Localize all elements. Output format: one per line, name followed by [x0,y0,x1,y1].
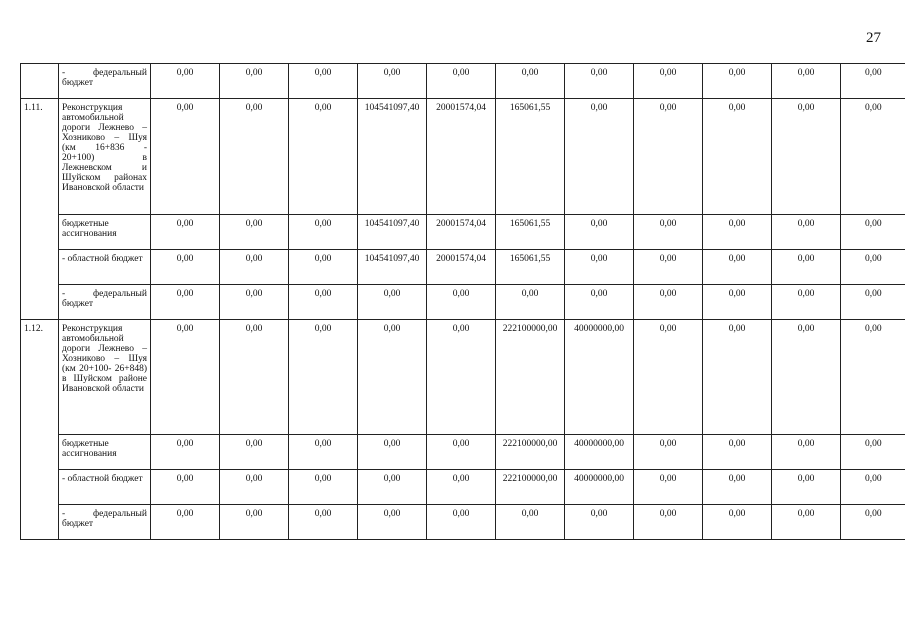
value-cell: 0,00 [151,64,220,99]
value-cell: 0,00 [772,64,841,99]
value-cell: 0,00 [841,99,905,215]
value-cell: 165061,55 [496,250,565,285]
value-cell: 0,00 [772,435,841,470]
value-cell: 0,00 [220,435,289,470]
row-label-cell: бюджетные ассигнования [59,215,151,250]
value-cell: 104541097,40 [358,99,427,215]
value-cell: 0,00 [565,64,634,99]
value-cell: 0,00 [220,320,289,435]
value-cell: 0,00 [289,250,358,285]
value-cell: 0,00 [703,285,772,320]
value-cell: 0,00 [703,215,772,250]
value-cell: 0,00 [565,285,634,320]
value-cell: 0,00 [358,505,427,540]
value-cell: 0,00 [565,99,634,215]
value-cell: 0,00 [703,505,772,540]
value-cell: 0,00 [565,215,634,250]
value-cell: 222100000,00 [496,470,565,505]
value-cell: 0,00 [841,320,905,435]
page-number: 27 [866,30,881,46]
value-cell: 40000000,00 [565,470,634,505]
value-cell: 0,00 [151,505,220,540]
value-cell: 0,00 [703,470,772,505]
value-cell: 0,00 [151,435,220,470]
value-cell: 0,00 [220,505,289,540]
row-label-cell: Реконструкция автомобильной дороги Лежнево – Хозниково – Шуя (км 16+836 - 20+100) в Лежневском и Шуйском районах Ивановской области [59,99,151,215]
row-number-cell: 1.12. [21,320,59,540]
value-cell: 0,00 [151,470,220,505]
value-cell: 0,00 [289,215,358,250]
table-body [21,64,905,540]
value-cell: 0,00 [289,435,358,470]
value-cell: 0,00 [772,470,841,505]
value-cell: 0,00 [634,470,703,505]
row-label-cell: - федеральный бюджет [59,505,151,540]
value-cell: 0,00 [358,285,427,320]
table-row [21,99,905,215]
value-cell: 0,00 [427,435,496,470]
value-cell: 0,00 [289,99,358,215]
budget-table [20,63,905,540]
value-cell: 0,00 [289,470,358,505]
value-cell: 165061,55 [496,99,565,215]
value-cell: 0,00 [151,215,220,250]
value-cell: 0,00 [634,320,703,435]
value-cell: 0,00 [772,99,841,215]
value-cell: 104541097,40 [358,215,427,250]
value-cell: 0,00 [289,505,358,540]
value-cell: 0,00 [841,64,905,99]
row-label-cell: бюджетные ассигнования [59,435,151,470]
value-cell: 0,00 [634,250,703,285]
value-cell: 0,00 [220,215,289,250]
table-row [21,320,905,435]
value-cell: 0,00 [220,250,289,285]
value-cell: 0,00 [358,435,427,470]
table-row [21,215,905,250]
row-number-cell: 1.11. [21,99,59,320]
table-row [21,285,905,320]
table-row [21,64,905,99]
value-cell: 40000000,00 [565,435,634,470]
value-cell: 20001574,04 [427,250,496,285]
value-cell: 0,00 [634,215,703,250]
value-cell: 0,00 [358,470,427,505]
value-cell: 0,00 [841,435,905,470]
value-cell: 0,00 [427,505,496,540]
value-cell: 222100000,00 [496,435,565,470]
value-cell: 0,00 [220,470,289,505]
value-cell: 0,00 [427,470,496,505]
value-cell: 0,00 [703,99,772,215]
value-cell: 0,00 [289,64,358,99]
value-cell: 0,00 [634,435,703,470]
value-cell: 0,00 [496,505,565,540]
value-cell: 0,00 [634,285,703,320]
value-cell: 0,00 [703,320,772,435]
row-label-cell: - федеральный бюджет [59,64,151,99]
value-cell: 0,00 [703,435,772,470]
value-cell: 0,00 [841,470,905,505]
value-cell: 0,00 [289,320,358,435]
row-label-cell: - федеральный бюджет [59,285,151,320]
value-cell: 0,00 [841,250,905,285]
value-cell: 0,00 [220,99,289,215]
row-label-cell: Реконструкция автомобильной дороги Лежнево – Хозниково – Шуя (км 20+100- 26+848) в Шуйском районе Ивановской области [59,320,151,435]
value-cell: 0,00 [496,64,565,99]
value-cell: 20001574,04 [427,99,496,215]
value-cell: 0,00 [220,285,289,320]
value-cell: 0,00 [565,505,634,540]
value-cell: 0,00 [772,320,841,435]
value-cell: 0,00 [772,505,841,540]
value-cell: 0,00 [220,64,289,99]
table-row [21,470,905,505]
value-cell: 0,00 [634,505,703,540]
value-cell: 20001574,04 [427,215,496,250]
table-row [21,250,905,285]
value-cell: 0,00 [634,64,703,99]
value-cell: 0,00 [151,250,220,285]
value-cell: 0,00 [565,250,634,285]
value-cell: 0,00 [772,250,841,285]
value-cell: 0,00 [841,285,905,320]
value-cell: 0,00 [703,250,772,285]
row-label-cell: - областной бюджет [59,470,151,505]
value-cell: 104541097,40 [358,250,427,285]
value-cell: 0,00 [841,215,905,250]
value-cell: 0,00 [634,99,703,215]
value-cell: 222100000,00 [496,320,565,435]
value-cell: 165061,55 [496,215,565,250]
value-cell: 0,00 [289,285,358,320]
value-cell: 0,00 [358,320,427,435]
value-cell: 0,00 [151,99,220,215]
value-cell: 0,00 [427,64,496,99]
value-cell: 0,00 [151,320,220,435]
row-label-cell: - областной бюджет [59,250,151,285]
value-cell: 0,00 [151,285,220,320]
value-cell: 0,00 [841,505,905,540]
value-cell: 0,00 [703,64,772,99]
value-cell: 0,00 [427,285,496,320]
value-cell: 0,00 [496,285,565,320]
value-cell: 0,00 [427,320,496,435]
row-number-cell [21,64,59,99]
table-row [21,505,905,540]
value-cell: 0,00 [772,215,841,250]
value-cell: 0,00 [772,285,841,320]
value-cell: 0,00 [358,64,427,99]
table-row [21,435,905,470]
value-cell: 40000000,00 [565,320,634,435]
